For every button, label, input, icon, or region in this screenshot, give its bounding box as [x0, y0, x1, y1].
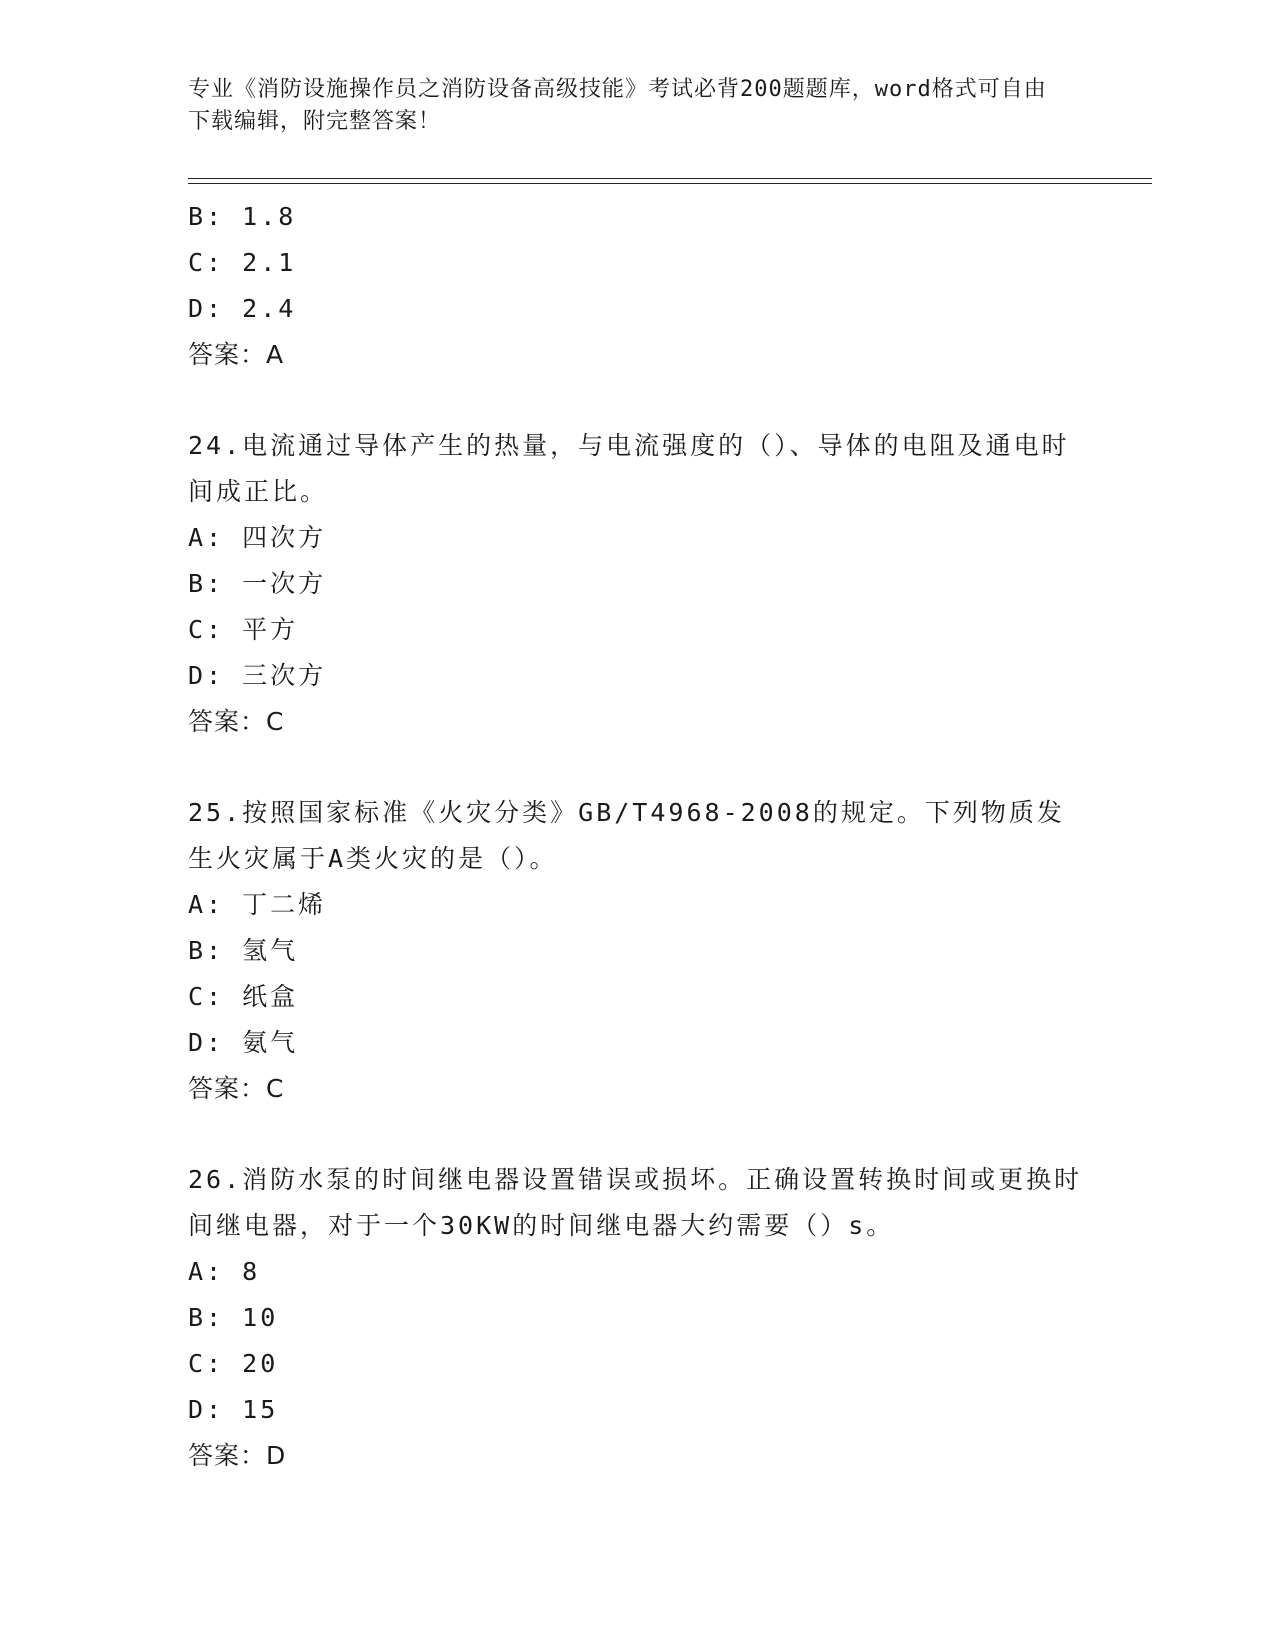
question-number: 24. — [188, 431, 243, 460]
header-rule-bottom — [188, 183, 1152, 184]
question-number: 25. — [188, 798, 243, 827]
question-25 — [188, 790, 1088, 1112]
question-23-continued — [188, 194, 1088, 378]
option-a: A: 8 — [188, 1257, 261, 1286]
option-a: A: 四次方 — [188, 523, 327, 552]
option-b: B: 1.8 — [188, 202, 297, 231]
question-list — [188, 194, 1088, 1479]
question-text — [188, 423, 1088, 515]
question-text — [188, 1157, 1088, 1249]
option-a: A: 丁二烯 — [188, 890, 327, 919]
option-c: C: 20 — [188, 1349, 279, 1378]
question-text — [188, 790, 1088, 882]
option-d: D: 三次方 — [188, 661, 327, 690]
header-text: 专业《消防设施操作员之消防设备高级技能》考试必背200题题库，word格式可自由下载编辑，附完整答案！ — [188, 77, 1047, 134]
option-d: D: 2.4 — [188, 294, 297, 323]
option-d: D: 15 — [188, 1395, 279, 1424]
answer: 答案：A — [188, 340, 285, 369]
option-c: C: 2.1 — [188, 248, 297, 277]
option-c: C: 纸盒 — [188, 982, 299, 1011]
option-c: C: 平方 — [188, 615, 299, 644]
answer: 答案：C — [188, 1074, 285, 1103]
header-rule-top — [188, 178, 1152, 179]
question-24 — [188, 423, 1088, 745]
answer: 答案：C — [188, 707, 285, 736]
question-stem: 消防水泵的时间继电器设置错误或损坏。正确设置转换时间或更换时间继电器，对于一个30KW的时间继电器大约需要（）s。 — [188, 1165, 1083, 1240]
option-d: D: 氨气 — [188, 1028, 299, 1057]
option-b: B: 一次方 — [188, 569, 327, 598]
option-b: B: 氢气 — [188, 936, 299, 965]
document-header — [188, 74, 1068, 138]
question-stem: 按照国家标准《火灾分类》GB/T4968-2008的规定。下列物质发生火灾属于A类火灾的是（）。 — [188, 798, 1065, 873]
answer: 答案：D — [188, 1441, 287, 1470]
question-stem: 电流通过导体产生的热量，与电流强度的（）、导体的电阻及通电时间成正比。 — [188, 431, 1070, 506]
option-b: B: 10 — [188, 1303, 279, 1332]
question-number: 26. — [188, 1165, 243, 1194]
question-26 — [188, 1157, 1088, 1479]
